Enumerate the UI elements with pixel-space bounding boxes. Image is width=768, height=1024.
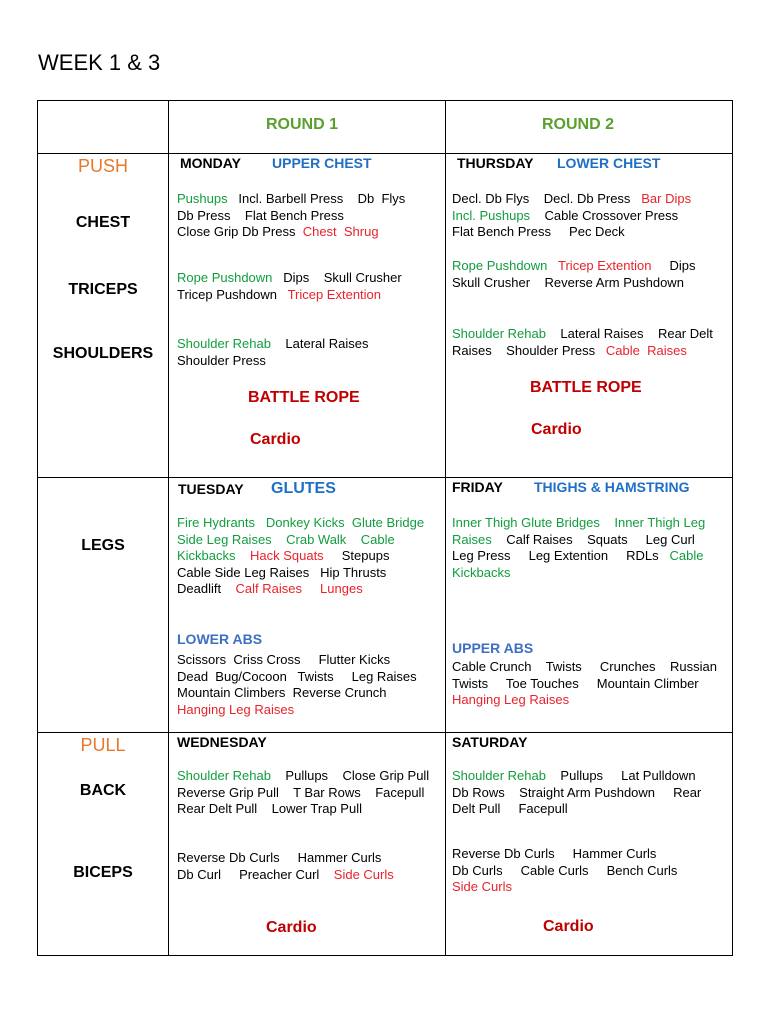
exercise-text: Tricep Extention xyxy=(287,286,382,302)
exercise-text: Hanging Leg Raises xyxy=(177,701,295,717)
exercise-text: Close Grip Db Press xyxy=(177,224,303,239)
exercise-text: Pullups Lat Pulldown xyxy=(545,768,696,783)
exercise-text: Calf Raises Lunges xyxy=(235,581,363,596)
exercise-text: Hack Squats xyxy=(249,548,324,563)
exercise-line xyxy=(452,515,705,532)
exercise-line xyxy=(452,801,701,818)
exercise-text: Delt Pull Facepull xyxy=(452,801,568,816)
day-friday: FRIDAY xyxy=(452,479,503,495)
exercise-line xyxy=(452,343,713,360)
focus-upper-chest: UPPER CHEST xyxy=(272,155,372,171)
exercise-line xyxy=(177,685,417,702)
exercise-text: Kickbacks xyxy=(177,548,236,563)
table-divider-push xyxy=(37,477,733,478)
focus-glutes: GLUTES xyxy=(271,480,336,497)
exercise-line xyxy=(452,676,717,693)
category-triceps: TRICEPS xyxy=(68,281,138,298)
exercise-text: Incl. Pushups xyxy=(452,207,531,223)
exercise-text: Shoulder Rehab xyxy=(177,336,271,351)
focus-lower-chest: LOWER CHEST xyxy=(557,155,661,171)
exercise-line xyxy=(452,548,705,565)
exercise-line xyxy=(177,353,369,370)
push-r2-triceps-list xyxy=(452,258,696,291)
exercise-line xyxy=(452,863,677,880)
exercise-text: Dips xyxy=(651,258,696,273)
exercise-text: Dead Bug/Cocoon Twists Leg Raises xyxy=(177,668,417,684)
cardio-pull-r2: Cardio xyxy=(543,918,594,935)
exercise-line xyxy=(177,532,424,549)
category-legs: LEGS xyxy=(81,537,125,554)
exercise-line xyxy=(452,191,691,208)
page-title: WEEK 1 & 3 xyxy=(38,50,161,75)
push-r2-shoulders-list xyxy=(452,326,713,359)
exercise-text: Scissors Criss Cross Flutter Kicks xyxy=(177,652,391,667)
category-shoulders: SHOULDERS xyxy=(52,345,154,362)
exercise-text: Shoulder Press xyxy=(177,352,266,368)
table-divider-header xyxy=(37,153,733,154)
table-border-bottom xyxy=(37,955,733,956)
exercise-line xyxy=(177,270,402,287)
exercise-text xyxy=(547,258,558,273)
table-divider-legs xyxy=(37,732,733,733)
lower-abs-title: LOWER ABS xyxy=(177,631,263,647)
exercise-text: Side Leg Raises Crab Walk Cable xyxy=(177,531,395,547)
exercise-line xyxy=(177,224,405,241)
exercise-text: Hanging Leg Raises xyxy=(452,692,570,707)
exercise-text: Cable xyxy=(669,548,704,563)
exercise-line xyxy=(177,515,424,532)
exercise-text: Shoulder Rehab xyxy=(452,326,546,341)
pull-r1-back-list xyxy=(177,768,429,818)
exercise-line xyxy=(177,191,405,208)
exercise-text: Rear Delt Pull Lower Trap Pull xyxy=(177,801,362,816)
table-border-top xyxy=(37,100,733,101)
exercise-text: Bar Dips xyxy=(641,191,692,206)
exercise-text: Calf Raises Squats Leg Curl xyxy=(491,531,695,547)
exercise-text: Inner Thigh Glute Bridges Inner Thigh Leg xyxy=(452,515,706,530)
round-2-header: ROUND 2 xyxy=(542,116,615,133)
exercise-line xyxy=(177,652,417,669)
exercise-text: Reverse Db Curls Hammer Curls xyxy=(177,850,382,865)
exercise-line xyxy=(452,275,696,292)
exercise-line xyxy=(452,224,691,241)
day-saturday: SATURDAY xyxy=(452,734,528,750)
exercise-text: Skull Crusher Reverse Arm Pushdown xyxy=(452,274,684,290)
exercise-line xyxy=(452,879,677,896)
cardio-push-r2: Cardio xyxy=(531,421,582,438)
exercise-text: Cable Crossover Press xyxy=(530,207,679,223)
exercise-line xyxy=(452,846,677,863)
exercise-text: Rope Pushdown xyxy=(177,270,273,285)
exercise-text: Deadlift xyxy=(177,581,236,596)
exercise-text: Tricep Extention xyxy=(558,258,652,273)
exercise-line xyxy=(177,548,424,565)
exercise-text: Fire Hydrants Donkey Kicks Glute Bridge xyxy=(177,515,425,530)
exercise-text: Db Curl Preacher Curl xyxy=(177,866,334,882)
day-thursday: THURSDAY xyxy=(457,155,534,171)
exercise-line xyxy=(452,208,691,225)
push-r2-chest-list xyxy=(452,191,691,241)
exercise-text: Tricep Pushdown xyxy=(177,286,288,302)
upper-abs-title: UPPER ABS xyxy=(452,640,534,656)
exercise-line xyxy=(452,659,717,676)
push-r1-shoulders-list xyxy=(177,336,369,369)
exercise-line xyxy=(177,867,394,884)
exercise-line xyxy=(177,702,417,719)
exercise-text: Flat Bench Press Pec Deck xyxy=(452,224,625,239)
exercise-line xyxy=(177,336,369,353)
push-r1-chest-list xyxy=(177,191,405,241)
exercise-line xyxy=(452,785,701,802)
exercise-text: Cable Crunch Twists Crunches Russian xyxy=(452,659,717,674)
exercise-text: Rope Pushdown xyxy=(452,258,548,273)
category-pull: PULL xyxy=(80,735,126,755)
category-biceps: BICEPS xyxy=(73,864,133,881)
exercise-line xyxy=(452,326,713,343)
legs-r2-glutes-list xyxy=(452,515,705,581)
exercise-line xyxy=(452,258,696,275)
exercise-text: Shoulder Rehab xyxy=(452,768,546,783)
exercise-text: Twists Toe Touches Mountain Climber xyxy=(452,675,699,691)
exercise-line xyxy=(452,692,717,709)
exercise-text: Side Curls xyxy=(333,866,394,882)
exercise-text: Reverse Db Curls Hammer Curls xyxy=(452,846,657,861)
exercise-line xyxy=(177,565,424,582)
legs-r2-abs-list xyxy=(452,659,717,709)
exercise-line xyxy=(177,208,405,225)
day-wednesday: WEDNESDAY xyxy=(177,734,267,750)
exercise-text xyxy=(236,548,250,563)
exercise-text: Db Rows Straight Arm Pushdown Rear xyxy=(452,784,702,800)
exercise-text: Kickbacks xyxy=(452,564,511,580)
exercise-line xyxy=(177,850,394,867)
exercise-text: Cable Raises xyxy=(605,342,687,358)
pull-r1-biceps-list xyxy=(177,850,394,883)
exercise-text: Stepups xyxy=(323,548,390,563)
cardio-pull-r1: Cardio xyxy=(266,919,317,936)
cardio-push-r1: Cardio xyxy=(250,431,301,448)
exercise-text: Lateral Raises Rear Delt xyxy=(545,326,713,341)
table-border-right xyxy=(732,100,733,956)
exercise-text: Db Press Flat Bench Press xyxy=(177,207,344,223)
exercise-text: Mountain Climbers Reverse Crunch xyxy=(177,685,387,700)
exercise-text: Chest Shrug xyxy=(302,224,379,239)
legs-r1-abs-list xyxy=(177,652,417,718)
focus-thighs-hamstring: THIGHS & HAMSTRING xyxy=(534,479,690,495)
exercise-text: Leg Press Leg Extention RDLs xyxy=(452,548,670,563)
exercise-line xyxy=(452,532,705,549)
exercise-line xyxy=(177,581,424,598)
exercise-line xyxy=(177,669,417,686)
push-r1-triceps-list xyxy=(177,270,402,303)
day-monday: MONDAY xyxy=(180,155,241,171)
battle-rope-r1: BATTLE ROPE xyxy=(248,389,360,406)
table-divider-col2 xyxy=(445,100,446,956)
pull-r2-biceps-list xyxy=(452,846,677,896)
category-chest: CHEST xyxy=(75,214,131,231)
exercise-text: Dips Skull Crusher xyxy=(272,270,402,285)
exercise-text: Incl. Barbell Press Db Flys xyxy=(227,191,406,206)
exercise-line xyxy=(177,785,429,802)
day-tuesday: TUESDAY xyxy=(178,481,244,497)
category-push: PUSH xyxy=(77,156,128,176)
exercise-text: Raises Shoulder Press xyxy=(452,342,606,358)
exercise-text: Lateral Raises xyxy=(270,336,369,351)
battle-rope-r2: BATTLE ROPE xyxy=(530,379,642,396)
legs-r1-glutes-list xyxy=(177,515,424,598)
exercise-text: Shoulder Rehab xyxy=(177,768,271,783)
exercise-text: Side Curls xyxy=(452,879,512,894)
exercise-text: Db Curls Cable Curls Bench Curls xyxy=(452,862,678,878)
pull-r2-back-list xyxy=(452,768,701,818)
exercise-text: Raises xyxy=(452,531,492,547)
exercise-text: Pushups xyxy=(177,191,228,206)
exercise-line xyxy=(177,801,429,818)
category-back: BACK xyxy=(79,782,127,799)
exercise-text: Reverse Grip Pull T Bar Rows Facepull xyxy=(177,784,425,800)
exercise-text: Cable Side Leg Raises Hip Thrusts xyxy=(177,564,387,580)
exercise-text: Decl. Db Flys Decl. Db Press xyxy=(452,191,642,206)
exercise-text: Pullups Close Grip Pull xyxy=(270,768,430,783)
exercise-line xyxy=(177,287,402,304)
round-1-header: ROUND 1 xyxy=(266,116,339,133)
exercise-line xyxy=(177,768,429,785)
exercise-line xyxy=(452,768,701,785)
exercise-line xyxy=(452,565,705,582)
